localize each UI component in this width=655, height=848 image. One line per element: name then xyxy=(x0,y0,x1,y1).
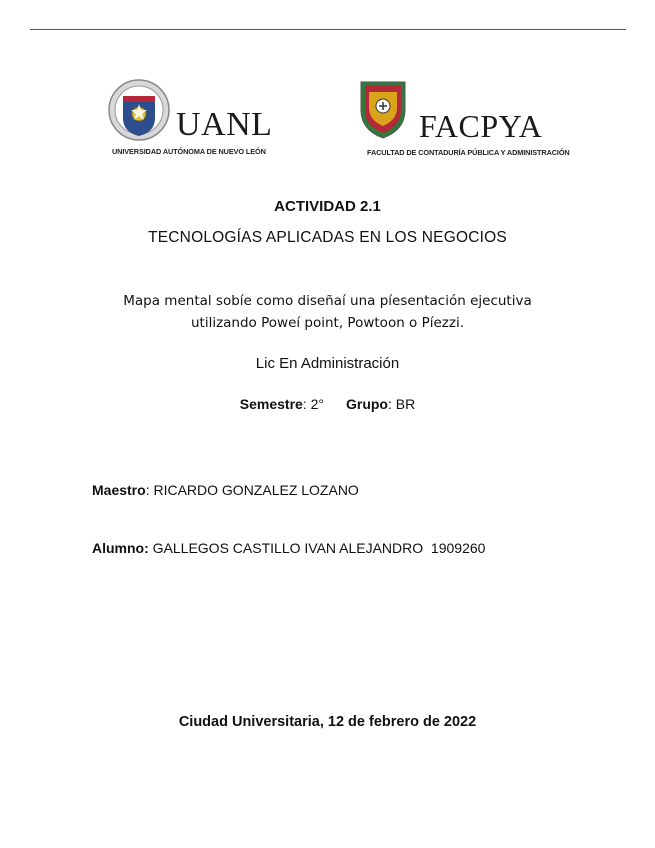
group-label: Grupo xyxy=(345,396,388,412)
student-name: GALLEGOS CASTILLO IVAN ALEJANDRO 1909260 xyxy=(148,540,486,556)
student-label: Alumno: xyxy=(92,540,149,556)
uanl-seal-icon xyxy=(108,78,170,144)
subject-title: TECNOLOGÍAS APLICADAS EN LOS NEGOCIOS xyxy=(148,229,507,246)
uanl-logo xyxy=(108,78,278,158)
semester-group-row xyxy=(0,396,655,412)
teacher-line xyxy=(92,482,359,498)
uanl-caption: UNIVERSIDAD AUTÓNOMA DE NUEVO LEÓN xyxy=(112,147,266,156)
top-rule xyxy=(30,29,626,30)
topic-line-2: utilizando Poweí point, Powtoon o Píezzi. xyxy=(190,315,465,331)
topic-line-1: Mapa mental sobíe como diseñaí una píesentación ejecutiva xyxy=(123,293,532,309)
uanl-wordmark: UANL xyxy=(176,106,273,143)
place-date: Ciudad Universitaria, 12 de febrero de 2022 xyxy=(178,714,477,730)
facpya-caption: FACULTAD DE CONTADURÍA PÚBLICA Y ADMINISTRACIÓN xyxy=(367,148,570,157)
topic-text xyxy=(0,290,655,334)
semester-label: Semestre xyxy=(239,396,303,412)
semester-value: : 2° xyxy=(302,396,324,412)
career-name: Lic En Administración xyxy=(255,355,400,372)
group-value: : BR xyxy=(387,396,416,412)
facpya-shield-icon xyxy=(355,78,411,142)
student-line xyxy=(92,540,485,556)
teacher-name: : RICARDO GONZALEZ LOZANO xyxy=(145,482,359,498)
teacher-label: Maestro xyxy=(92,482,146,498)
activity-title: ACTIVIDAD 2.1 xyxy=(274,198,381,215)
facpya-wordmark: FACPYA xyxy=(419,108,543,144)
facpya-logo xyxy=(355,78,585,160)
